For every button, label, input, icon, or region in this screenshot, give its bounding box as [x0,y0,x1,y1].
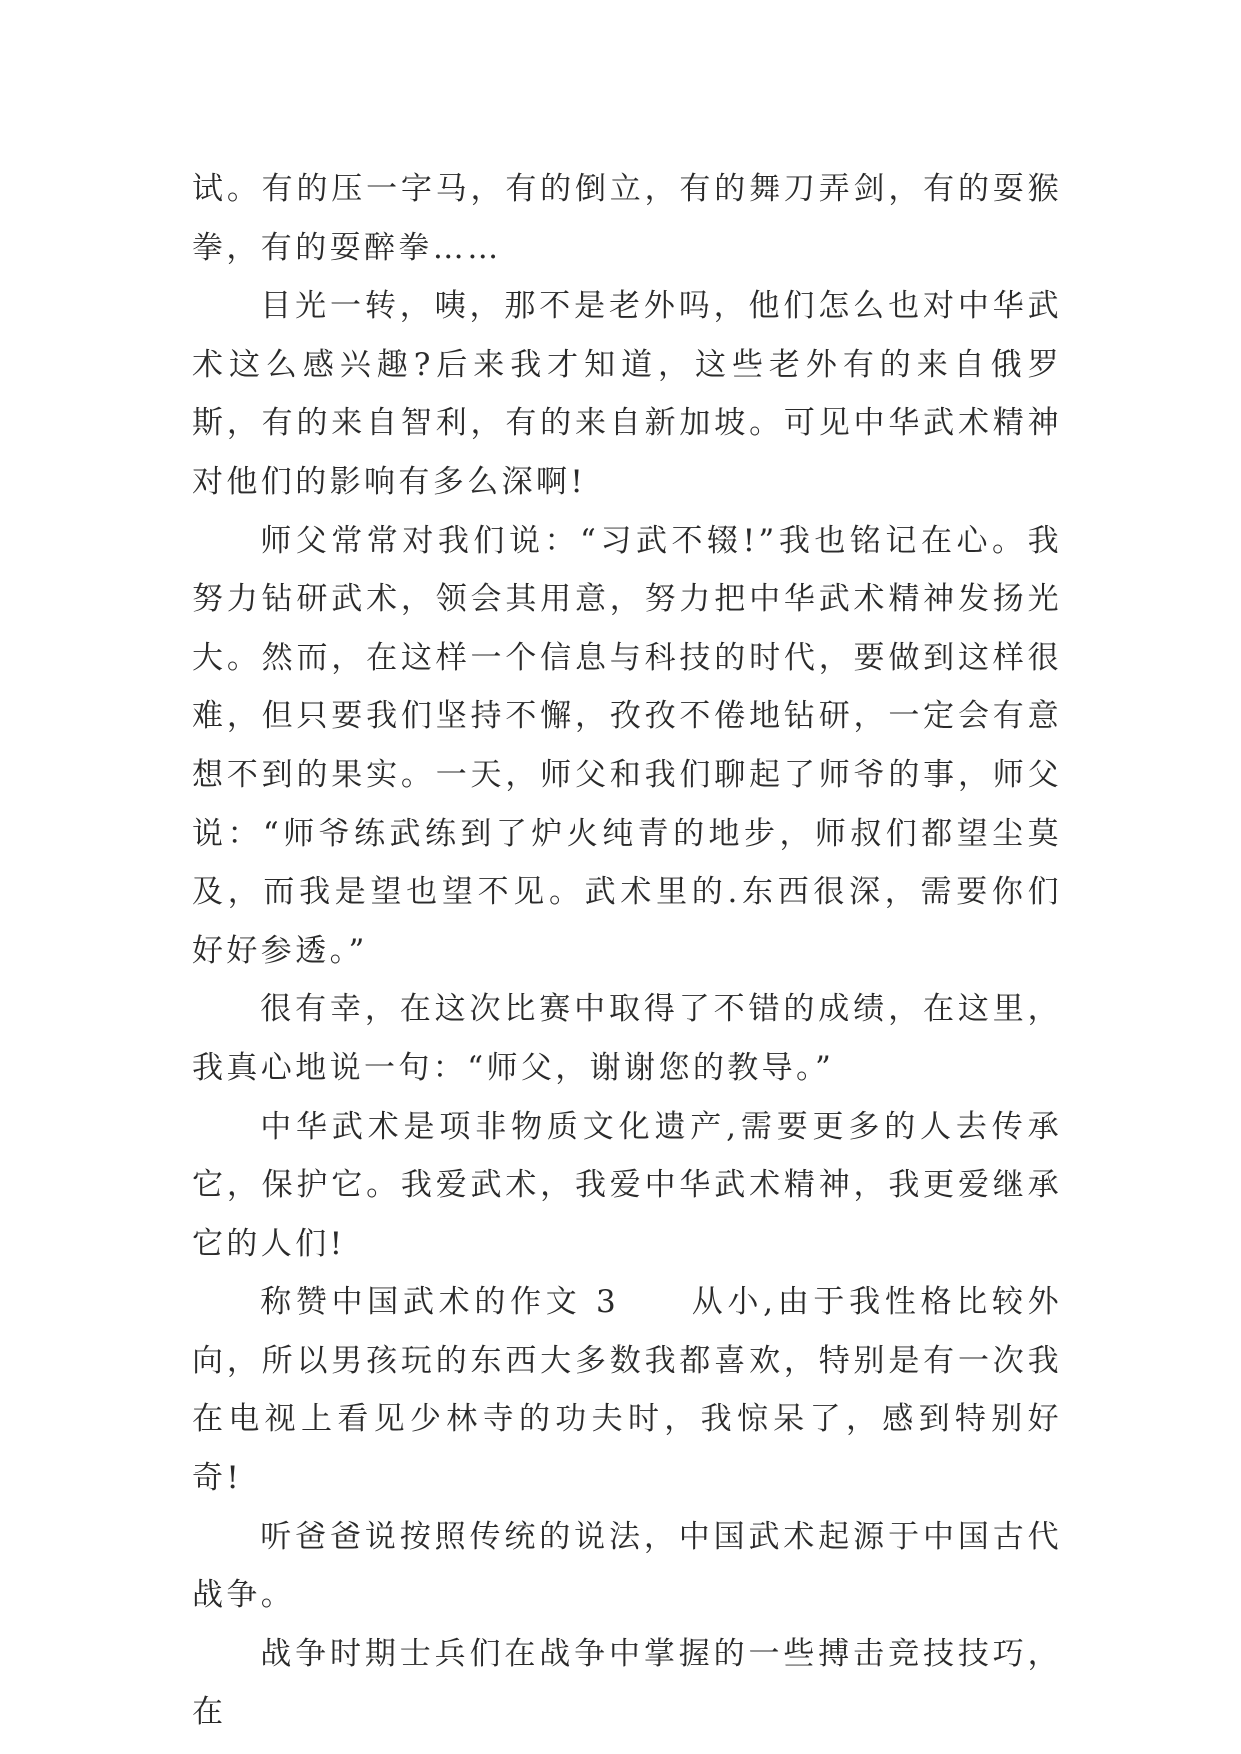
paragraph-5: 中华武术是项非物质文化遗产,需要更多的人去传承它，保护它。我爱武术，我爱中华武术精神，我更爱继承它的人们! [192,1108,1062,1262]
paragraph-6: 称赞中国武术的作文 3 从小,由于我性格比较外向，所以男孩玩的东西大多数我都喜欢，特别是有一次我在电视上看见少林寺的功夫时，我惊呆了，感到特别好奇! [192,1284,1062,1497]
paragraph-2: 目光一转，咦，那不是老外吗，他们怎么也对中华武术这么感兴趣?后来我才知道，这些老外有的来自俄罗斯，有的来自智利，有的来自新加坡。可见中华武术精神对他们的影响有多么深啊! [192,288,1062,500]
paragraph-1: 试。有的压一字马，有的倒立，有的舞刀弄剑，有的耍猴拳，有的耍醉拳…… [192,171,1062,266]
paragraph-8: 战争时期士兵们在战争中掌握的一些搏击竞技技巧，在 [192,1635,1062,1731]
paragraph-7: 听爸爸说按照传统的说法，中国武术起源于中国古代战争。 [192,1518,1062,1614]
paragraph-3: 师父常常对我们说：“习武不辍!”我也铭记在心。我努力钻研武术，领会其用意，努力把中华武术精神发扬光大。然而，在这样一个信息与科技的时代，要做到这样很难，但只要我们坚持不懈，孜孜不倦地钻研，一定会有意想不到的果实。一天，师父和我们聊起了师爷的事，师父说：“师爷练武练到了炉火纯青的地步，师叔们都望尘莫及，而我是望也望不见。武术里的.东西很深，需要你们好好参透。” [192,522,1062,969]
document-body [192,160,1062,1742]
paragraph-4: 很有幸，在这次比赛中取得了不错的成绩，在这里，我真心地说一句：“师父，谢谢您的教导。” [192,991,1062,1086]
